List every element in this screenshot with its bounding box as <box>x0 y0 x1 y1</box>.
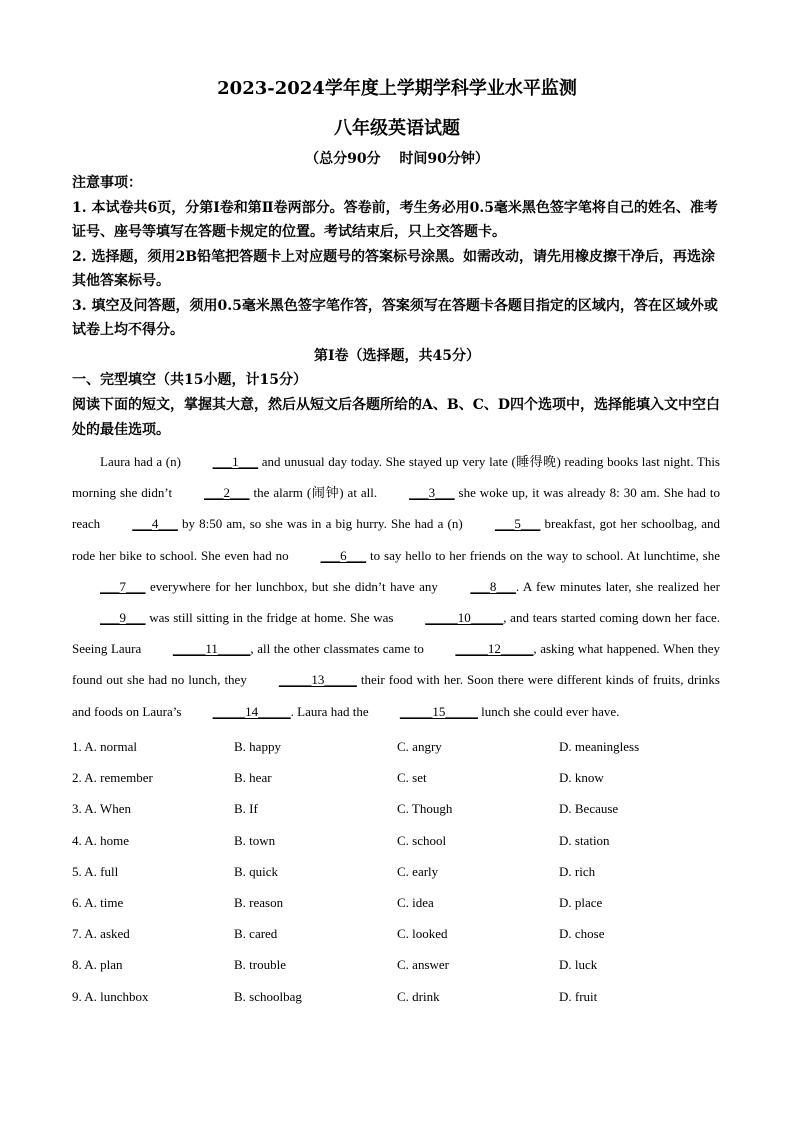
option-9-A[interactable]: 9. A. lunchbox <box>72 988 149 1004</box>
option-6-A[interactable]: 6. A. time <box>72 894 124 910</box>
passage-text: the alarm (闹钟) at all. <box>249 485 382 501</box>
passage-text: . Laura had the <box>290 703 372 719</box>
blank-11[interactable]: _____11_____ <box>172 641 251 657</box>
question-row-9 <box>72 987 732 1018</box>
option-4-C[interactable]: C. school <box>397 832 447 848</box>
options-list <box>72 737 732 1018</box>
option-3-A[interactable]: 3. A. When <box>72 801 131 817</box>
passage-paragraph <box>72 446 720 727</box>
option-5-A[interactable]: 5. A. full <box>72 863 119 879</box>
blank-12[interactable]: _____12_____ <box>455 641 534 657</box>
blank-2[interactable]: ___2___ <box>204 485 250 501</box>
passage-text: and unusual day today. She stayed up very late (睡得晚) reading books last night. This morning she didn’t <box>72 454 720 501</box>
option-4-D[interactable]: D. station <box>559 832 610 848</box>
score-time: （总分90分 时间90分钟） <box>305 151 489 167</box>
blank-4[interactable]: ___4___ <box>132 516 178 532</box>
option-6-B[interactable]: B. reason <box>234 894 284 910</box>
option-6-C[interactable]: C. idea <box>397 894 434 910</box>
blank-14[interactable]: _____14_____ <box>212 703 291 719</box>
part-title: 一、完型填空（共15小题，计15分） <box>72 372 307 388</box>
option-2-C[interactable]: C. set <box>397 770 427 786</box>
option-9-D[interactable]: D. fruit <box>559 988 598 1004</box>
option-4-A[interactable]: 4. A. home <box>72 832 130 848</box>
blank-9[interactable]: ___9___ <box>100 610 146 626</box>
passage-text: breakfast, got her schoolbag, and rode her bike to school. She even had no <box>72 516 721 563</box>
question-row-5 <box>72 862 732 893</box>
blank-3[interactable]: ___3___ <box>409 485 455 501</box>
question-row-8 <box>72 955 732 986</box>
passage-text: , and tears started coming down her face. Seeing Laura <box>72 610 720 657</box>
option-4-B[interactable]: B. town <box>234 832 276 848</box>
option-3-D[interactable]: D. Because <box>559 801 619 817</box>
option-7-B[interactable]: B. cared <box>234 926 278 942</box>
question-row-2 <box>72 768 732 799</box>
option-8-D[interactable]: D. luck <box>559 957 598 973</box>
blank-6[interactable]: ___6___ <box>320 547 367 563</box>
option-9-C[interactable]: C. drink <box>397 988 440 1004</box>
passage-text: their food with her. Soon there were different kinds of fruits, drinks and foods on Laura’s <box>72 672 720 719</box>
note-item-2: 2. 选择题，须用2B铅笔把答题卡上对应题号的答案标号涂黑。如需改动，请先用橡皮擦干净后，再选涂其他答案标号。 <box>72 248 716 289</box>
notes-heading: 注意事项： <box>72 175 142 191</box>
section-title: 第Ⅰ卷（选择题，共45分） <box>313 348 481 364</box>
option-1-B[interactable]: B. happy <box>234 739 281 754</box>
passage-text: , asking what happened. When they found out she had no lunch, they <box>72 641 720 688</box>
question-row-4 <box>72 831 732 862</box>
notes-block <box>72 171 722 343</box>
option-1-C[interactable]: C. angry <box>397 739 442 754</box>
question-row-1 <box>72 737 732 768</box>
passage-text: , all the other classmates came to <box>250 641 428 657</box>
passage-text: she woke up, it was already 8: 30 am. She had to reach <box>72 485 720 532</box>
option-8-C[interactable]: C. answer <box>397 957 449 973</box>
option-3-B[interactable]: B. If <box>234 801 258 817</box>
passage-text: was still sitting in the fridge at home. She was <box>145 610 398 626</box>
option-7-D[interactable]: D. chose <box>559 926 605 942</box>
exam-title: 2023-2024学年度上学期学科学业水平监测 <box>217 78 577 99</box>
cloze-passage <box>72 446 720 727</box>
option-1-A[interactable]: 1. A. normal <box>72 739 137 754</box>
option-8-A[interactable]: 8. A. plan <box>72 957 123 973</box>
option-2-B[interactable]: B. hear <box>234 770 272 786</box>
option-8-B[interactable]: B. trouble <box>234 957 286 973</box>
option-5-C[interactable]: C. early <box>397 863 439 879</box>
blank-10[interactable]: _____10_____ <box>425 610 504 626</box>
option-7-A[interactable]: 7. A. asked <box>72 926 130 942</box>
option-2-D[interactable]: D. know <box>559 770 604 786</box>
exam-subtitle: 八年级英语试题 <box>334 118 460 139</box>
passage-text: by 8:50 am, so she was in a big hurry. She had a (n) <box>177 516 467 532</box>
option-5-B[interactable]: B. quick <box>234 863 279 879</box>
option-3-C[interactable]: C. Though <box>397 801 453 817</box>
question-row-3 <box>72 799 732 830</box>
part-heading-block <box>72 368 722 443</box>
option-6-D[interactable]: D. place <box>559 894 603 910</box>
blank-15[interactable]: _____15_____ <box>399 703 478 719</box>
part-instruction: 阅读下面的短文，掌握其大意，然后从短文后各题所给的A、B、C、D四个选项中，选择能填入文中空白处的最佳选项。 <box>72 397 720 438</box>
passage-text: to say hello to her friends on the way to school. At lunchtime, she <box>366 547 721 563</box>
option-5-D[interactable]: D. rich <box>559 863 596 879</box>
blank-8[interactable]: ___8___ <box>470 578 516 594</box>
note-item-3: 3. 填空及问答题，须用0.5毫米黑色签字笔作答，答案须写在答题卡各题目指定的区域内，答在区域外或试卷上均不得分。 <box>72 297 718 338</box>
note-item-1: 1. 本试卷共6页，分第Ⅰ卷和第Ⅱ卷两部分。答卷前，考生务必用0.5毫米黑色签字笔将自己的姓名、准考证号、座号等填写在答题卡规定的位置。考试结束后，只上交答题卡。 <box>72 199 718 240</box>
blank-7[interactable]: ___7___ <box>100 578 146 594</box>
option-9-B[interactable]: B. schoolbag <box>234 988 302 1004</box>
option-7-C[interactable]: C. looked <box>397 926 448 942</box>
passage-text: Laura had a (n) <box>100 454 185 469</box>
option-2-A[interactable]: 2. A. remember <box>72 770 153 786</box>
option-1-D[interactable]: D. meaningless <box>559 739 640 754</box>
passage-text: . A few minutes later, she realized her <box>515 578 720 594</box>
question-row-7 <box>72 924 732 955</box>
blank-13[interactable]: _____13_____ <box>278 672 357 688</box>
passage-text: everywhere for her lunchbox, but she didn’t have any <box>145 578 443 594</box>
blank-1[interactable]: ___1___ <box>212 454 259 469</box>
blank-5[interactable]: ___5___ <box>494 516 541 532</box>
question-row-6 <box>72 893 732 924</box>
passage-text: lunch she could ever have. <box>477 703 620 719</box>
